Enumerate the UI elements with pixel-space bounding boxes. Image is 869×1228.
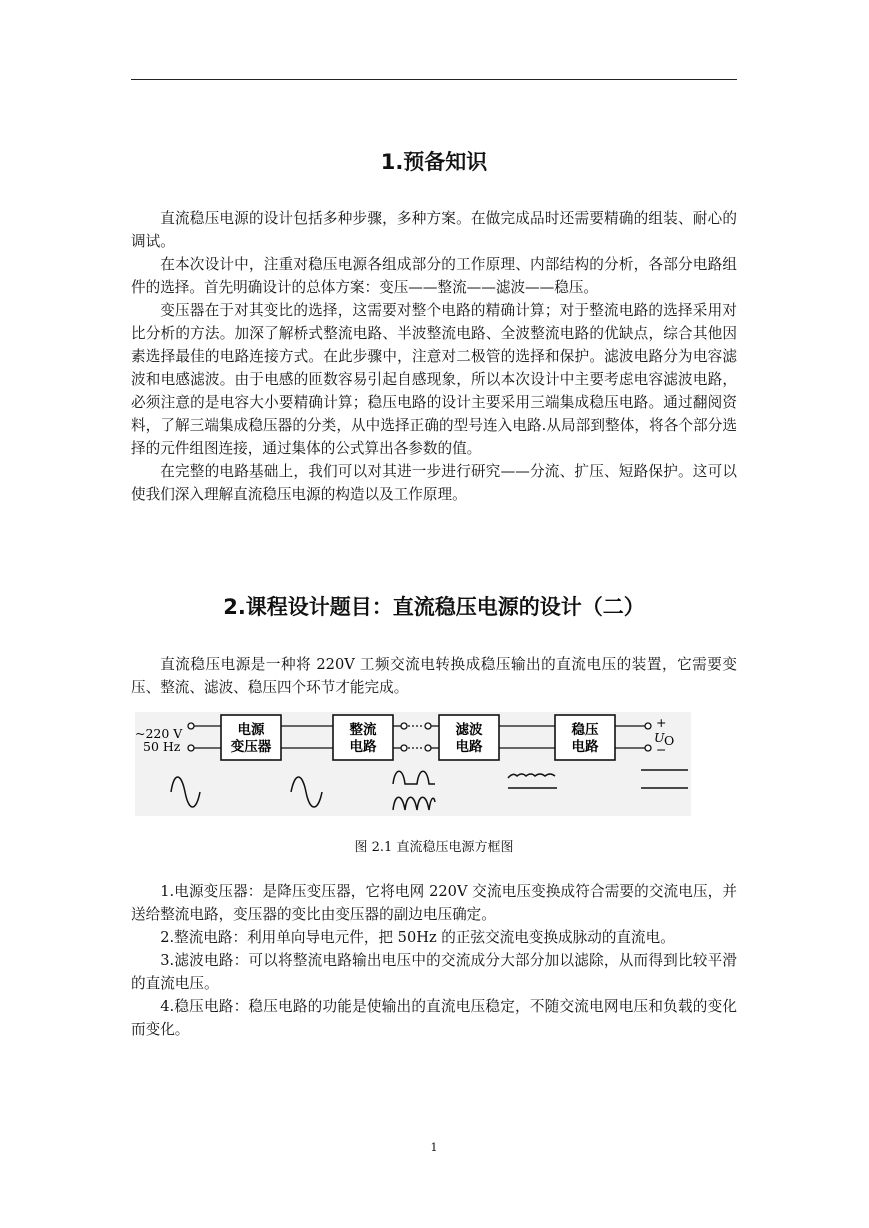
section2-intro-block <box>131 653 737 699</box>
list-item: 2.整流电路：利用单向导电元件，把 50Hz 的正弦交流电变换成脉动的直流电。 <box>160 929 675 946</box>
block-transformer-line1: 电源 <box>237 722 265 738</box>
block-diagram <box>135 712 691 816</box>
section2-items <box>131 880 737 1041</box>
output-minus-label: − <box>656 742 667 757</box>
input-frequency-label: 50 Hz <box>143 739 181 754</box>
block-regulator-line1: 稳压 <box>571 722 599 738</box>
input-voltage-label: ~220 V <box>135 726 183 741</box>
output-plus-label: + <box>656 715 667 730</box>
output-voltage-symbol: U <box>654 730 665 745</box>
figure-caption: 图 2.1 直流稳压电源方框图 <box>354 840 514 855</box>
paragraph: 直流稳压电源的设计包括多种步骤，多种方案。在做完成品时还需要精确的组装、耐心的调试。 <box>131 210 737 250</box>
paragraph: 在完整的电路基础上，我们可以对其进一步进行研究——分流、扩压、短路保护。这可以使我们深入理解直流稳压电源的构造以及工作原理。 <box>131 463 737 503</box>
block-regulator-line2: 电路 <box>571 739 599 755</box>
paragraph: 在本次设计中，注重对稳压电源各组成部分的工作原理、内部结构的分析，各部分电路组件的选择。首先明确设计的总体方案：变压——整流——滤波——稳压。 <box>131 256 737 296</box>
output-voltage-subscript: O <box>664 733 675 748</box>
section2-title: 2.课程设计题目：直流稳压电源的设计（二） <box>223 595 645 619</box>
list-item: 1.电源变压器：是降压变压器，它将电网 220V 交流电压变换成符合需要的交流电压，并送给整流电路，变压器的变比由变压器的副边电压确定。 <box>131 883 737 923</box>
block-filter-line2: 电路 <box>455 739 483 755</box>
block-rectifier-line2: 电路 <box>349 739 377 755</box>
block-rectifier-line1: 整流 <box>349 722 377 738</box>
list-item: 3.滤波电路：可以将整流电路输出电压中的交流成分大部分加以滤除，从而得到比较平滑的直流电压。 <box>131 952 737 992</box>
list-item: 4.稳压电路：稳压电路的功能是使输出的直流电压稳定，不随交流电网电压和负载的变化而变化。 <box>131 998 737 1038</box>
header-rule <box>131 79 737 80</box>
paragraph: 直流稳压电源是一种将 220V 工频交流电转换成稳压输出的直流电压的装置，它需要变压、整流、滤波、稳压四个环节才能完成。 <box>131 656 737 696</box>
section1-body <box>131 207 737 506</box>
paragraph: 变压器在于对其变比的选择，这需要对整个电路的精确计算；对于整流电路的选择采用对比分析的方法。加深了解桥式整流电路、半波整流电路、全波整流电路的优缺点，综合其他因素选择最佳的电路连接方式。在此步骤中，注意对二极管的选择和保护。滤波电路分为电容滤波和电感滤波。由于电感的匝数容易引起自感现象，所以本次设计中主要考虑电容滤波电路，必须注意的是电容大小要精确计算；稳压电路的设计主要采用三端集成稳压电路。通过翻阅资料，了解三端集成稳压器的分类，从中选择正确的型号连入电路.从局部到整体，将各个部分选择的元件组图连接，通过集体的公式算出各参数的值。 <box>131 302 737 457</box>
section1-title: 1.预备知识 <box>380 150 488 174</box>
block-filter-line1: 滤波 <box>455 722 483 738</box>
page-number: 1 <box>430 1141 438 1154</box>
block-transformer-line2: 变压器 <box>230 739 272 755</box>
